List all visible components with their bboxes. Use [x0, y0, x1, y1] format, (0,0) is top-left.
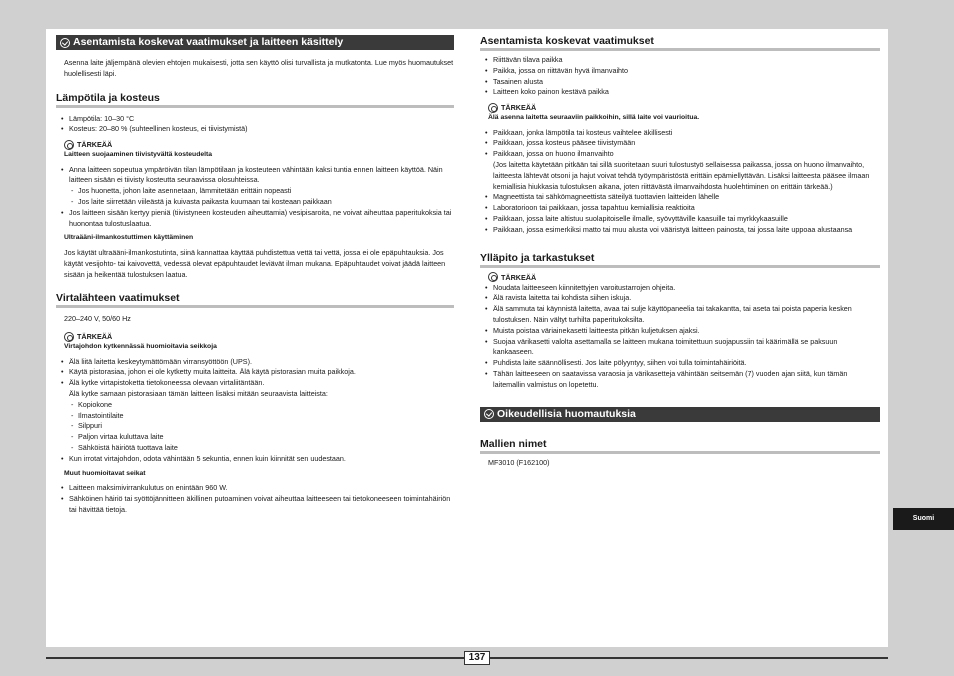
condense-title: Laitteen suojaaminen tiivistyvältä kosteudelta: [64, 151, 213, 159]
important-icon: [488, 103, 498, 113]
other-list: [56, 483, 454, 515]
caution-label: TÄRKEÄÄ: [501, 103, 537, 113]
list-item: - Silppuri: [56, 421, 454, 432]
list-item: • Muista poistaa väriainekasetti laitteesta pitkän kuljetuksen ajaksi.: [480, 326, 880, 337]
avoid-list: [480, 128, 880, 236]
list-item: - Kopiokone: [56, 400, 454, 411]
maintenance-heading: Ylläpito ja tarkastukset: [480, 252, 880, 268]
list-item: • Paikkaan, jossa esimerkiksi matto tai muu alusta voi vääristyä laitteen painosta, tai jossa laite uppoaa alustaansa: [480, 225, 880, 236]
page-number: 137: [464, 651, 490, 665]
list-item: • Käytä pistorasiaa, johon ei ole kytketty muita laitteita. Älä käytä pistorasian muita paikkoja.: [56, 367, 454, 378]
list-item: • Tähän laitteeseen on saatavissa varaosia ja värikasetteja vähintään seitsemän (7) vuoden ajan siitä, kun tämän laitemallin valmistus on lopetettu.: [480, 369, 880, 391]
list-item: - Sähköistä häiriötä tuottava laite: [56, 443, 454, 454]
power-list: [56, 357, 454, 400]
list-item-line: Paikkaan, jossa on huono ilmanvaihto: [493, 149, 614, 159]
list-item: - Jos laite siirretään viileästä ja kuivasta paikasta kuumaan tai kosteaan paikkaan: [56, 197, 454, 208]
list-item: [480, 149, 880, 192]
band-title: Oikeudellisia huomautuksia: [497, 407, 636, 420]
power-list-2: [56, 454, 454, 465]
caution-label: TÄRKEÄÄ: [77, 140, 113, 150]
model-heading: Mallien nimet: [480, 438, 880, 454]
list-item: • Anna laitteen sopeutua ympäröivän tilan lämpötilaan ja kosteuteen vähintään kaksi tuntia ennen laitteen käyttöä. Näin laitteen sisään ei tiivisty kosteutta seuraavissa olosuhteissa.: [56, 165, 454, 187]
temp-list: [56, 114, 454, 136]
list-item: - Jos huonetta, johon laite asennetaan, lämmitetään erittäin nopeasti: [56, 186, 454, 197]
power-heading: Virtalähteen vaatimukset: [56, 292, 454, 308]
important-icon: [64, 332, 74, 342]
list-item: • Kun irrotat virtajohdon, odota vähintään 5 sekuntia, ennen kuin kiinnität sen uudestaan.: [56, 454, 454, 465]
language-tab[interactable]: Suomi: [893, 508, 954, 530]
list-item-note: (Jos laitetta käytetään pitkään tai sillä suoritetaan suuri tulostustyö sellaisessa paikassa, jossa on huono ilmanvaihto, laitteesta lähtevät otsoni ja hajut voivat tehdä työympäristöstä erittäin epämiellyttävän. Lisäksi laitteesta pääsee ilmaan kemiallisia hiukkasia tulostuksen aikana, joten riittävästä ilmanvaihdosta huolehtiminen on erittäin tärkeää.): [493, 160, 870, 191]
list-item: • Lämpötila: 10–30 °C: [56, 114, 454, 125]
list-item: • Laitteen koko painon kestävä paikka: [480, 87, 880, 98]
list-item: • Sähköinen häiriö tai syöttöjännitteen äkillinen putoaminen voivat aiheuttaa laitteeseen tai tietokoneeseen toimintahäiriön tai hävittää tietoja.: [56, 494, 454, 516]
list-item: • Noudata laitteeseen kiinnitettyjen varoitustarrojen ohjeita.: [480, 283, 880, 294]
list-item: • Puhdista laite säännöllisesti. Jos laite pölyyntyy, siihen voi tulla toimintahäiriöitä.: [480, 358, 880, 369]
band-title: Asentamista koskevat vaatimukset ja laitteen käsittely: [73, 36, 344, 48]
list-item: • Älä liitä laitetta keskeytymättömään virransyöttöön (UPS).: [56, 357, 454, 368]
caution-label: TÄRKEÄÄ: [77, 332, 113, 342]
list-item: • Älä sammuta tai käynnistä laitetta, avaa tai sulje käyttöpaneelia tai takakantta, tai aseta tai poista paperia kesken tulostuksen. Näin vältyt turhilta paperitukoksilta.: [480, 304, 880, 326]
list-item: • Paikka, jossa on riittävän hyvä ilmanvaihto: [480, 66, 880, 77]
power-title: Virtajohdon kytkennässä huomioitavia seikkoja: [64, 343, 217, 351]
model-text: MF3010 (F162100): [488, 457, 550, 467]
list-item: • Riittävän tilava paikka: [480, 55, 880, 66]
install-warning: Älä asenna laitetta seuraaviin paikkoihin, sillä laite voi vaurioitua.: [488, 114, 700, 122]
list-item: • Laitteen maksimivirrankulutus on enintään 960 W.: [56, 483, 454, 494]
list-item: • Paikkaan, jossa laite altistuu suolapitoiselle ilmalle, syövyttäville kaasuille tai myrkkykaasuille: [480, 214, 880, 225]
check-circle-icon: [60, 38, 70, 48]
left-column: [56, 35, 454, 516]
maintenance-list: [480, 283, 880, 391]
list-item: • Paikkaan, jossa kosteus pääsee tiivistymään: [480, 138, 880, 149]
list-item: • Kosteus: 20–80 % (suhteellinen kosteus, ei tiivistymistä): [56, 124, 454, 135]
intro-text: Asenna laite jäljempänä olevien ehtojen mukaisesti, jotta sen käyttö olisi turvallista ja mutkatonta. Lue myös huomautukset huolellisesti läpi.: [64, 58, 454, 78]
important-icon: [64, 140, 74, 150]
right-column: [480, 35, 880, 468]
caution-heading: [480, 102, 880, 113]
install-list: [480, 55, 880, 98]
list-item: • Paikkaan, jonka lämpötila tai kosteus vaihtelee äkillisesti: [480, 128, 880, 139]
power-spec: 220–240 V, 50/60 Hz: [64, 314, 131, 324]
important-icon: [488, 272, 498, 282]
ultra-text: Jos käytät ultraääni-ilmankostutinta, siinä kannattaa käyttää puhdistettua vettä tai vettä, jossa ei ole epäpuhtauksia. Jos käytät vesijohto- tai kaivovettä, vedessä olevat epäpuhtaudet leviävät ilman mukana. Epäpuhtaudet voivat jäädä laitteen sisään ja heikentää tulostuksen laatua.: [64, 247, 446, 279]
section-band-legal: [480, 407, 880, 422]
condense-list: [56, 165, 454, 187]
power-dash-list: [56, 400, 454, 454]
section-band-install-handling: [56, 35, 454, 50]
caution-heading: [56, 331, 454, 342]
caution-heading: [480, 272, 880, 283]
list-item-line: Älä kytke virtapistoketta tietokoneessa olevaan virtaliitäntään.: [69, 378, 265, 388]
ultra-title: Ultraääni-ilmankostuttimen käyttäminen: [64, 234, 194, 242]
list-item: • Älä ravista laitetta tai kohdista siihen iskuja.: [480, 293, 880, 304]
list-item-line: Älä kytke samaan pistorasiaan tämän laitteen lisäksi mitään seuraavista laitteista:: [69, 389, 328, 399]
condense-list-2: [56, 208, 454, 230]
list-item: - Paljon virtaa kuluttava laite: [56, 432, 454, 443]
list-item: • Jos laitteen sisään kertyy pieniä (tiivistyneen kosteuden aiheuttamia) vesipisaroita, ne voivat aiheuttaa paperitukoksia tai huonontaa tulostuslaatua.: [56, 208, 454, 230]
caution-label: TÄRKEÄÄ: [501, 272, 537, 282]
other-title: Muut huomioitavat seikat: [64, 469, 146, 477]
install-heading: Asentamista koskevat vaatimukset: [480, 35, 880, 51]
temp-heading: Lämpötila ja kosteus: [56, 92, 454, 108]
list-item: • Suojaa värikasetti valolta asettamalla se laitteen mukana toimitettuun suojapussiin tai käärimällä se paksuun kankaaseen.: [480, 337, 880, 359]
check-circle-icon: [484, 409, 494, 419]
page-sheet: [46, 29, 888, 647]
condense-dash-list: [56, 186, 454, 208]
list-item: [56, 378, 454, 400]
list-item: - Ilmastointilaite: [56, 411, 454, 422]
caution-heading: [56, 139, 454, 150]
list-item: • Tasainen alusta: [480, 77, 880, 88]
list-item: • Magneettista tai sähkömagneettista säteilyä tuottavien laitteiden lähelle: [480, 192, 880, 203]
list-item: • Laboratorioon tai paikkaan, jossa tapahtuu kemiallisia reaktioita: [480, 203, 880, 214]
